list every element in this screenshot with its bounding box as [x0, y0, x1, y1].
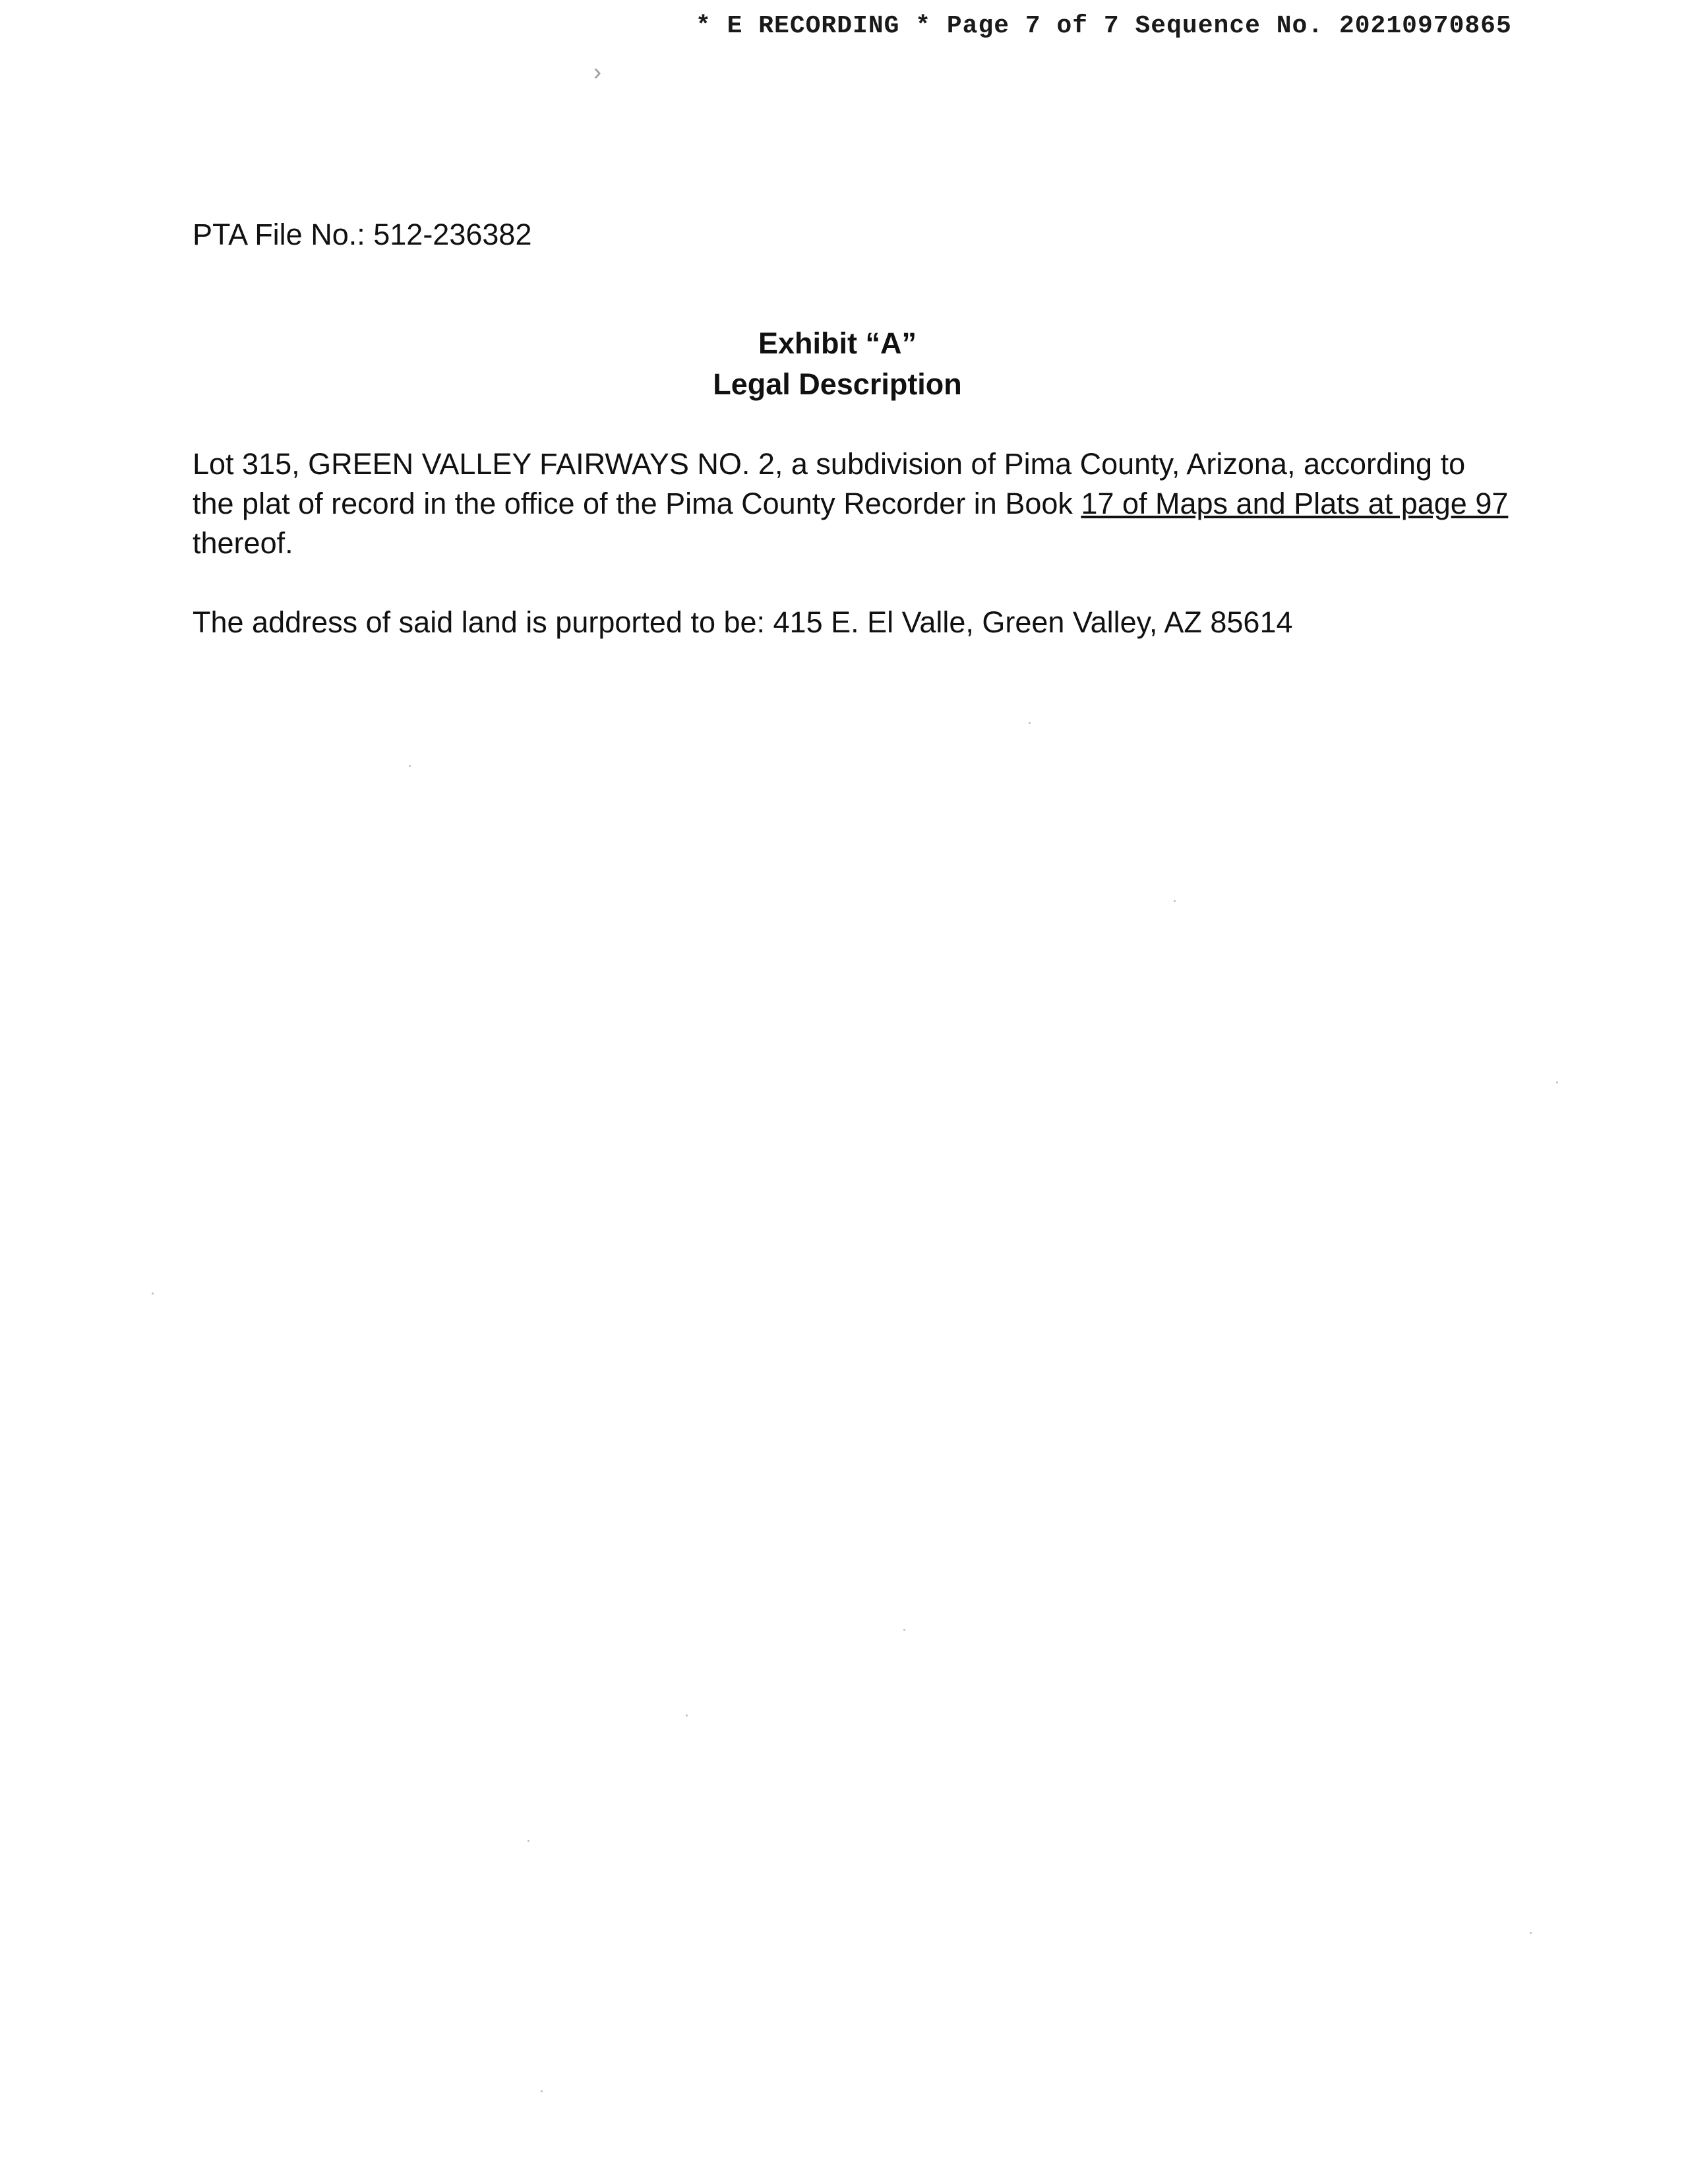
- scan-speck: [1530, 1932, 1532, 1934]
- scan-speck: [541, 2090, 543, 2092]
- legal-description-paragraph: [193, 444, 1511, 563]
- scan-speck: [686, 1714, 688, 1716]
- legal-description-text: Lot 315, GREEN VALLEY FAIRWAYS NO. 2, a subdivision of Pima County, Arizona, according to the plat of record in the office of the Pima County Recorder in Book: [193, 447, 1466, 520]
- book-reference: 17 of Maps and Plats at page 97: [1081, 487, 1509, 520]
- file-number: PTA File No.: 512-236382: [193, 218, 532, 251]
- exhibit-subtitle: Legal Description: [713, 367, 962, 401]
- legal-description-end: thereof.: [193, 526, 293, 560]
- scan-speck: [528, 1840, 529, 1842]
- scan-speck: [1174, 900, 1176, 902]
- exhibit-title: Exhibit “A”: [758, 326, 917, 360]
- exhibit-heading: [0, 323, 1675, 405]
- scan-speck: [1556, 1081, 1558, 1083]
- recording-stamp: * E RECORDING * Page 7 of 7 Sequence No. 20210970865: [696, 12, 1512, 40]
- scan-speck: [152, 1292, 154, 1294]
- scan-speck: [409, 765, 411, 767]
- scan-speck: [903, 1629, 905, 1631]
- address-statement: The address of said land is purported to be: 415 E. El Valle, Green Valley, AZ 85614: [193, 605, 1293, 639]
- scan-artifact-mark: ›: [593, 58, 601, 85]
- scan-speck: [1029, 722, 1031, 724]
